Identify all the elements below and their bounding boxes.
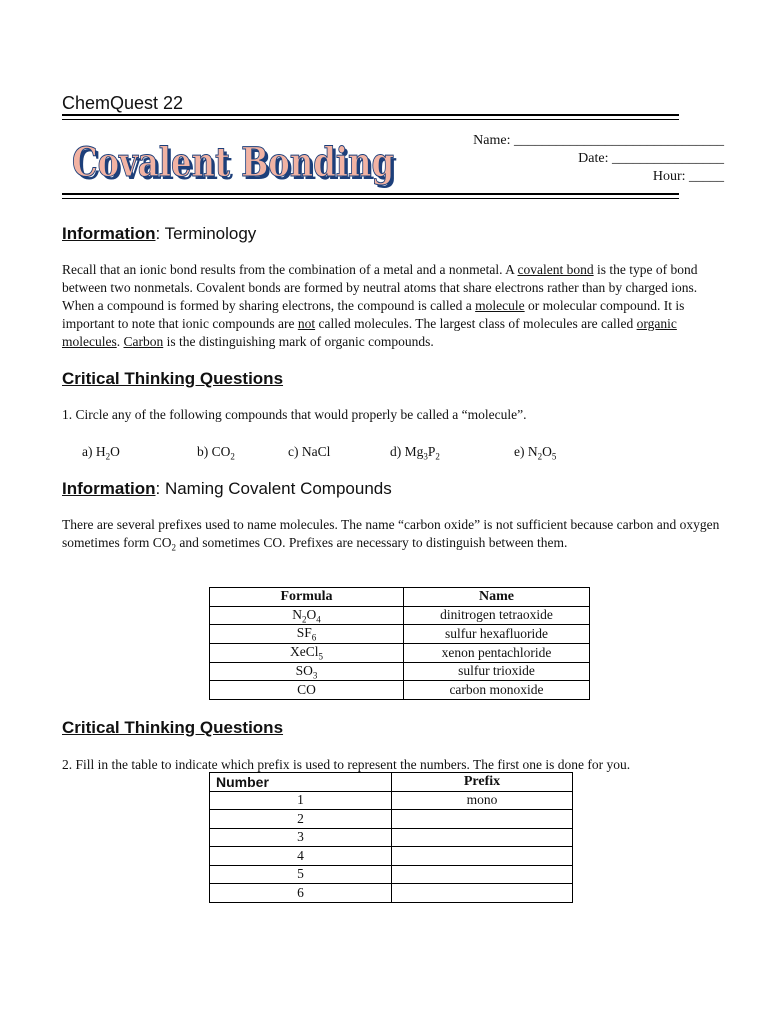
name-cell: xenon pentachloride <box>404 643 590 662</box>
document-header: ChemQuest 22 <box>62 93 184 113</box>
table-row <box>210 884 573 903</box>
title-wordart-shadow: Covalent Bonding <box>75 142 398 189</box>
table-header-row <box>210 588 590 607</box>
bottom-rule <box>62 193 679 195</box>
option-a[interactable]: a) $H_2O$ <box>82 444 120 462</box>
name-cell: sulfur trioxide <box>404 662 590 681</box>
bottom-rule-thin <box>62 198 679 199</box>
hour-field[interactable]: Hour: _____ <box>652 169 724 184</box>
option-d[interactable]: d) $Mg_3P_2$ <box>390 444 440 462</box>
option-c[interactable]: c) NaCl <box>288 444 331 459</box>
prefix-answer-field[interactable] <box>392 865 573 884</box>
table-row <box>210 606 590 625</box>
critical-thinking-heading-1: Critical Thinking Questions <box>62 369 284 388</box>
term-organic-molecules: organic molecules <box>62 316 677 349</box>
top-rule-thin <box>62 119 679 120</box>
table-row <box>210 681 590 700</box>
question-1: 1. Circle any of the following compounds that would properly be called a “molecule”. <box>62 407 527 422</box>
heading-label: Information <box>62 479 156 498</box>
formula-cell: $SO_3$ <box>210 662 404 681</box>
option-b[interactable]: b) $CO_2$ <box>197 444 235 462</box>
number-cell: 1 <box>210 791 392 810</box>
name-cell: dinitrogen tetraoxide <box>404 606 590 625</box>
section-heading-terminology <box>62 224 256 244</box>
column-header-prefix: Prefix <box>392 773 573 792</box>
table-row <box>210 810 573 829</box>
number-cell: 6 <box>210 884 392 903</box>
prefix-answer-field[interactable] <box>392 810 573 829</box>
option-e[interactable]: e) $N_2O_5$ <box>514 444 557 462</box>
question-2: 2. Fill in the table to indicate which prefix is used to represent the numbers. The first one is done for you. <box>62 757 631 772</box>
name-cell: sulfur hexafluoride <box>404 625 590 644</box>
table-row <box>210 625 590 644</box>
number-cell: 3 <box>210 828 392 847</box>
name-field[interactable]: Name: ______________________________ <box>473 133 724 148</box>
naming-paragraph: There are several prefixes used to name molecules. The name “carbon oxide” is not sufficient because carbon and oxygen sometimes form $CO_2$ and sometimes CO. Prefixes are necessary to distinguish between them. <box>62 517 720 553</box>
column-header-formula: Formula <box>210 588 404 607</box>
table-row <box>210 865 573 884</box>
term-carbon: Carbon <box>123 334 164 349</box>
prefix-answer-field[interactable] <box>392 847 573 866</box>
term-not: not <box>297 316 316 331</box>
formula-cell: $N_2O_4$ <box>210 606 404 625</box>
formula-name-table <box>209 587 590 700</box>
formula-cell: XeCl$_5$ <box>210 643 404 662</box>
terminology-paragraph: Recall that an ionic bond results from the combination of a metal and a nonmetal. A covalent bond is the type of bond between two nonmetals. Covalent bonds are formed by neutral atoms that share electrons rather than by charged ions. When a compound is formed by sharing electrons, the compound is called a molecule or molecular compound. It is important to note that ionic compounds are not called molecules. The largest class of molecules are called organic molecules. Carbon is the distinguishing mark of organic compounds. <box>62 262 698 349</box>
title-wordart-text: Covalent Bonding <box>72 139 395 186</box>
column-header-number: Number <box>210 773 392 792</box>
name-cell: carbon monoxide <box>404 681 590 700</box>
section-heading-naming <box>62 479 392 499</box>
table-row <box>210 643 590 662</box>
number-cell: 5 <box>210 865 392 884</box>
title-wordart <box>66 124 406 190</box>
column-header-name: Name <box>404 588 590 607</box>
top-rule <box>62 114 679 116</box>
formula-cell: CO <box>210 681 404 700</box>
table-row <box>210 791 573 810</box>
prefix-answer-field[interactable] <box>392 884 573 903</box>
table-row <box>210 828 573 847</box>
table-row <box>210 662 590 681</box>
heading-topic: : Naming Covalent Compounds <box>155 479 392 498</box>
prefix-cell: mono <box>392 791 573 810</box>
prefix-answer-field[interactable] <box>392 828 573 847</box>
term-molecule: molecule <box>475 298 525 313</box>
date-field[interactable]: Date: ________________ <box>578 151 724 166</box>
formula-cell: $SF_6$ <box>210 625 404 644</box>
table-row <box>210 847 573 866</box>
heading-topic: : Terminology <box>155 224 257 243</box>
number-cell: 4 <box>210 847 392 866</box>
critical-thinking-heading-2: Critical Thinking Questions <box>62 718 284 737</box>
prefix-table <box>209 772 573 903</box>
table-header-row <box>210 773 573 792</box>
number-cell: 2 <box>210 810 392 829</box>
heading-label: Information <box>62 224 156 243</box>
term-covalent-bond: covalent bond <box>517 262 594 277</box>
